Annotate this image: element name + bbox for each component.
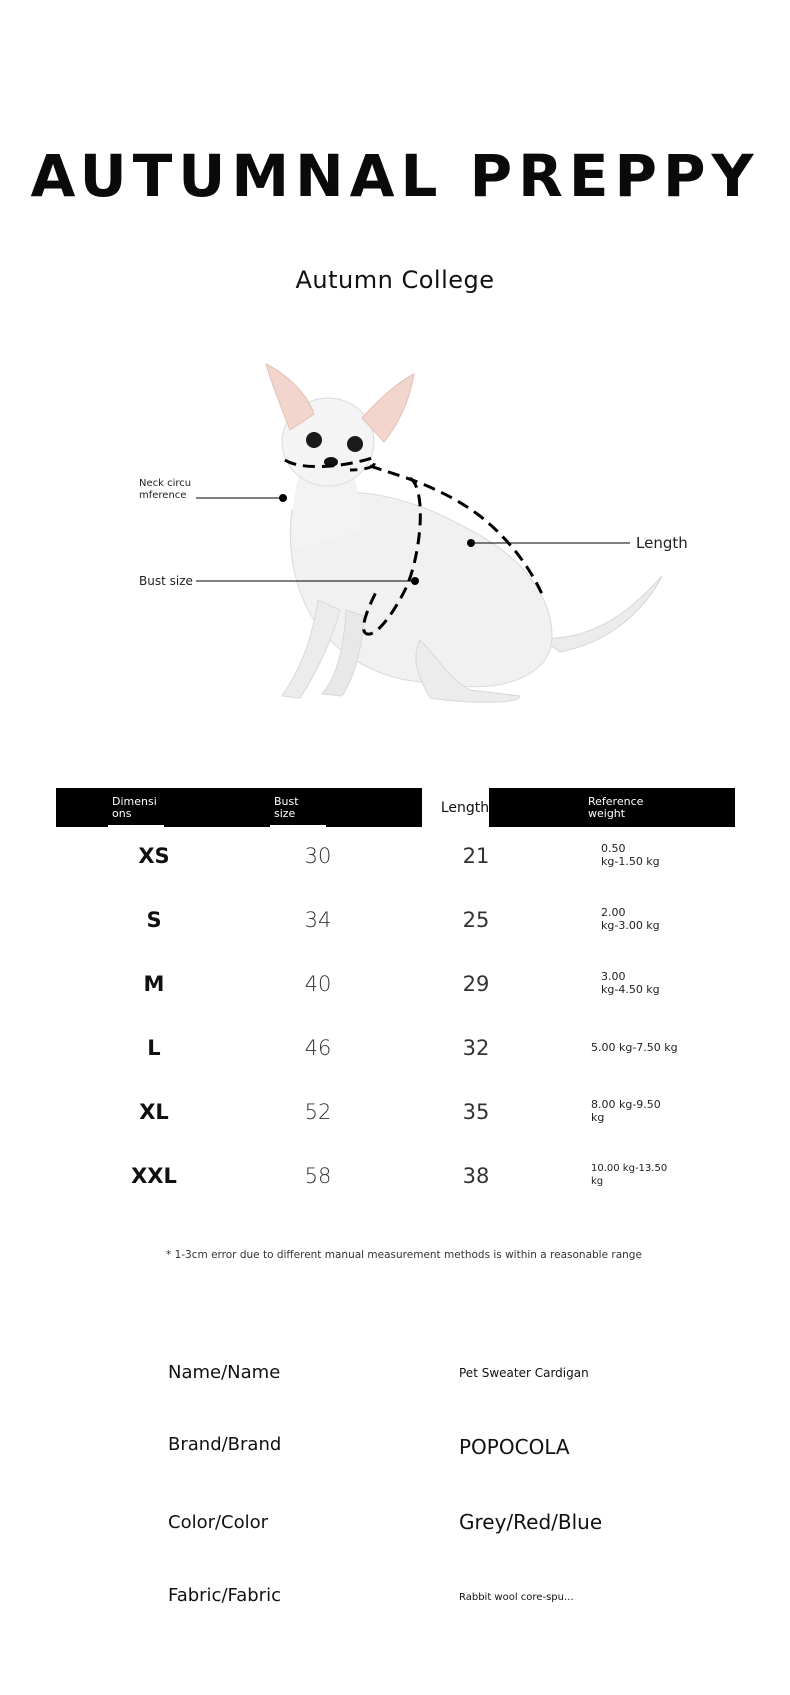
weight-line2: kg-1.50 kg: [601, 855, 660, 868]
weight-cell: [601, 970, 697, 996]
header-dimensions: [112, 796, 157, 820]
weight-line1: 10.00 kg-13.50: [591, 1163, 668, 1174]
header-bust-line2: size: [274, 807, 296, 820]
table-row: [56, 902, 735, 942]
neck-label-line1: Neck circu: [139, 478, 192, 489]
length-cell: 35: [462, 1100, 490, 1124]
brand-key: Brand/Brand: [168, 1434, 282, 1455]
weight-line1: 2.00: [601, 906, 626, 919]
length-label: Length: [636, 534, 688, 552]
weight-cell: [591, 1041, 701, 1054]
fabric-value: Rabbit wool core-spu...: [459, 1592, 574, 1603]
weight-line1: 3.00: [601, 970, 626, 983]
page-title: AUTUMNAL PREPPY: [30, 142, 760, 210]
header-bust-underline: [270, 825, 326, 827]
header-bust-line1: Bust: [274, 795, 299, 808]
table-row: [56, 1158, 735, 1198]
color-value: Grey/Red/Blue: [459, 1510, 603, 1534]
weight-cell: [591, 1098, 687, 1124]
dog-measurement-figure: [0, 360, 790, 720]
name-key: Name/Name: [168, 1362, 281, 1383]
table-row: [56, 1094, 735, 1134]
header-dimensions-underline: [108, 825, 164, 827]
neck-label-line2: mference: [139, 490, 187, 501]
bust-cell: 46: [304, 1036, 332, 1060]
length-cell: 38: [462, 1164, 490, 1188]
measurement-footnote: * 1-3cm error due to different manual measurement methods is within a reasonable range: [166, 1249, 642, 1261]
size-table-header: [56, 788, 735, 827]
header-weight-line2: weight: [588, 807, 626, 820]
header-weight: [588, 796, 643, 820]
bust-cell: 40: [304, 972, 332, 996]
size-cell: S: [146, 908, 162, 932]
header-length: Length: [440, 800, 490, 816]
page-subtitle: Autumn College: [295, 266, 495, 294]
size-cell: XXL: [131, 1164, 177, 1188]
length-cell: 21: [462, 844, 490, 868]
length-cell: 32: [462, 1036, 490, 1060]
bust-cell: 52: [304, 1100, 332, 1124]
weight-line1: 5.00 kg-7.50 kg: [591, 1041, 678, 1054]
weight-line2: kg: [591, 1176, 604, 1187]
weight-line2: kg-4.50 kg: [601, 983, 660, 996]
brand-value: POPOCOLA: [459, 1435, 570, 1459]
weight-line1: 8.00 kg-9.50: [591, 1098, 661, 1111]
length-cell: 25: [462, 908, 490, 932]
header-dimensions-line1: Dimensi: [112, 795, 157, 808]
size-cell: L: [147, 1036, 161, 1060]
fabric-key: Fabric/Fabric: [168, 1585, 281, 1606]
header-weight-line1: Reference: [588, 795, 644, 808]
bust-cell: 30: [304, 844, 332, 868]
bust-cell: 34: [304, 908, 332, 932]
color-key: Color/Color: [168, 1512, 269, 1533]
header-block-left: [56, 788, 422, 827]
dog-illustration: [266, 364, 662, 702]
weight-cell: [591, 1162, 687, 1188]
length-cell: 29: [462, 972, 490, 996]
bust-label: Bust size: [139, 574, 193, 588]
name-value: Pet Sweater Cardigan: [459, 1366, 589, 1380]
weight-line1: 0.50: [601, 842, 626, 855]
table-row: [56, 838, 735, 878]
header-dimensions-line2: ons: [112, 807, 132, 820]
bust-cell: 58: [304, 1164, 332, 1188]
size-cell: M: [143, 972, 165, 996]
size-cell: XS: [138, 844, 170, 868]
weight-line2: kg: [591, 1111, 605, 1124]
header-bust: [274, 796, 299, 820]
weight-cell: [601, 906, 697, 932]
table-row: [56, 1030, 735, 1070]
weight-cell: [601, 842, 697, 868]
weight-line2: kg-3.00 kg: [601, 919, 660, 932]
size-cell: XL: [139, 1100, 169, 1124]
table-row: [56, 966, 735, 1006]
